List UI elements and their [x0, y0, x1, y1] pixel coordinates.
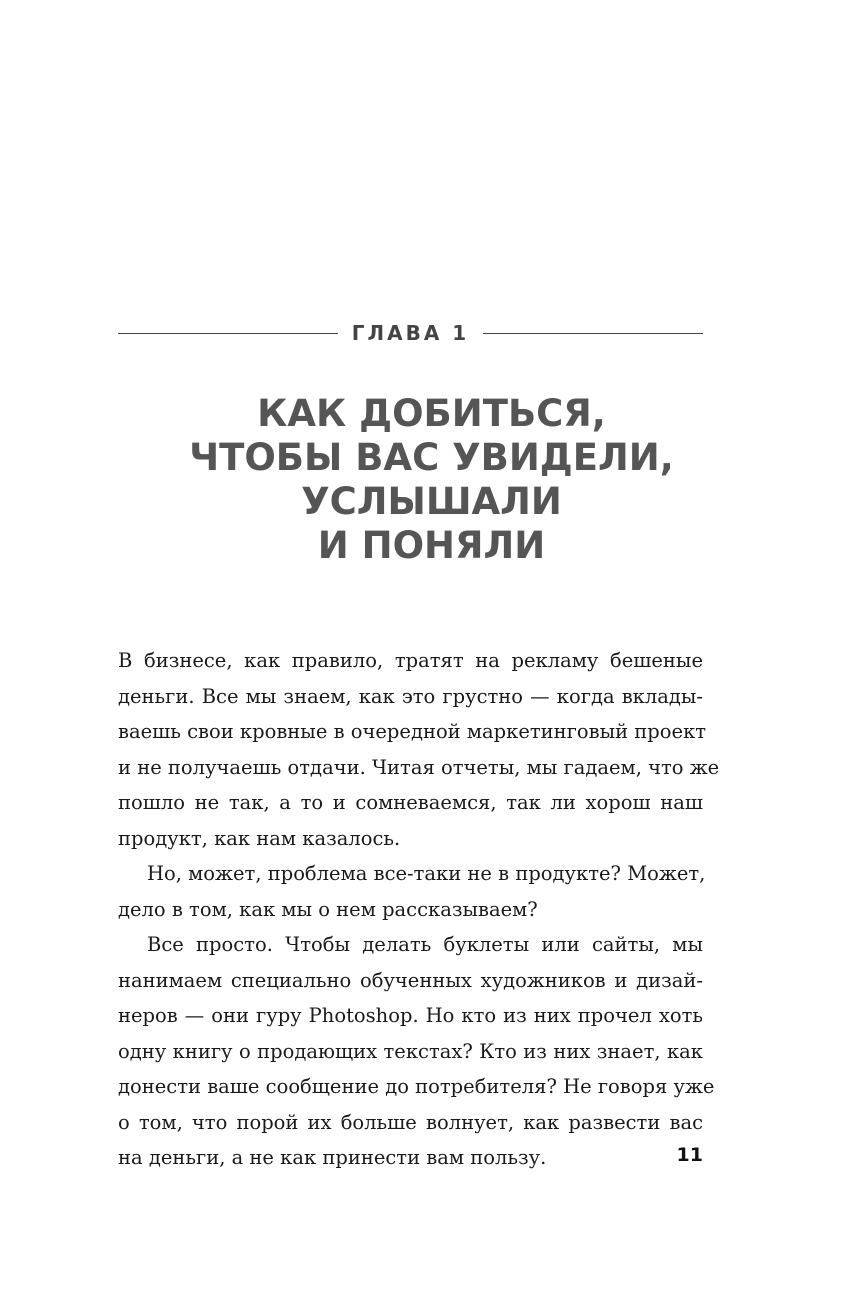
title-line: ЧТОБЫ ВАС УВИДЕЛИ,: [189, 436, 674, 479]
text-line: нанимаем специально обученных художников и дизай-: [118, 968, 703, 992]
chapter-title: [60, 392, 803, 568]
title-line: КАК ДОБИТЬСЯ,: [257, 392, 606, 435]
chapter-label: ГЛАВА 1: [351, 321, 470, 345]
paragraph: [118, 927, 715, 1176]
text-line: В бизнесе, как правило, тратят на рекламу бешеные: [118, 649, 703, 672]
text-line: неров — они гуру Photoshop. Но кто из них прочел хоть: [118, 1004, 703, 1027]
text-line: деньги. Все мы знаем, как это грустно — когда вклады-: [118, 684, 703, 708]
text-line: Но, может, проблема все-таки не в продукте? Может,: [147, 862, 706, 885]
text-line: дело в том, как мы о нем рассказываем?: [118, 897, 538, 921]
divider-left: [118, 333, 338, 334]
text-line: пошло не так, а то и сомневаемся, так ли хорош наш: [118, 791, 703, 814]
text-line: ваешь свои кровные в очередной маркетинговый проект: [118, 720, 707, 743]
text-line: о том, что порой их больше волнует, как развести вас: [118, 1110, 703, 1134]
paragraph: [118, 643, 720, 856]
page-number: 11: [676, 1144, 703, 1166]
text-line: продукт, как нам казалось.: [118, 826, 401, 850]
text-line: донести ваше сообщение до потребителя? Не говоря уже: [118, 1075, 715, 1098]
text-line: Все просто. Чтобы делать буклеты или сайты, мы: [147, 933, 703, 956]
body-text: [118, 643, 720, 1176]
chapter-header: [118, 318, 703, 348]
text-line: на деньги, а не как принести вам пользу.: [118, 1146, 547, 1169]
title-line: И ПОНЯЛИ: [317, 524, 546, 567]
title-line: УСЛЫШАЛИ: [301, 480, 562, 523]
paragraph: [118, 856, 706, 927]
divider-right: [483, 333, 703, 334]
text-line: одну книгу о продающих текстах? Кто из них знает, как: [118, 1039, 703, 1063]
text-line: и не получаешь отдачи. Читая отчеты, мы гадаем, что же: [118, 755, 720, 779]
